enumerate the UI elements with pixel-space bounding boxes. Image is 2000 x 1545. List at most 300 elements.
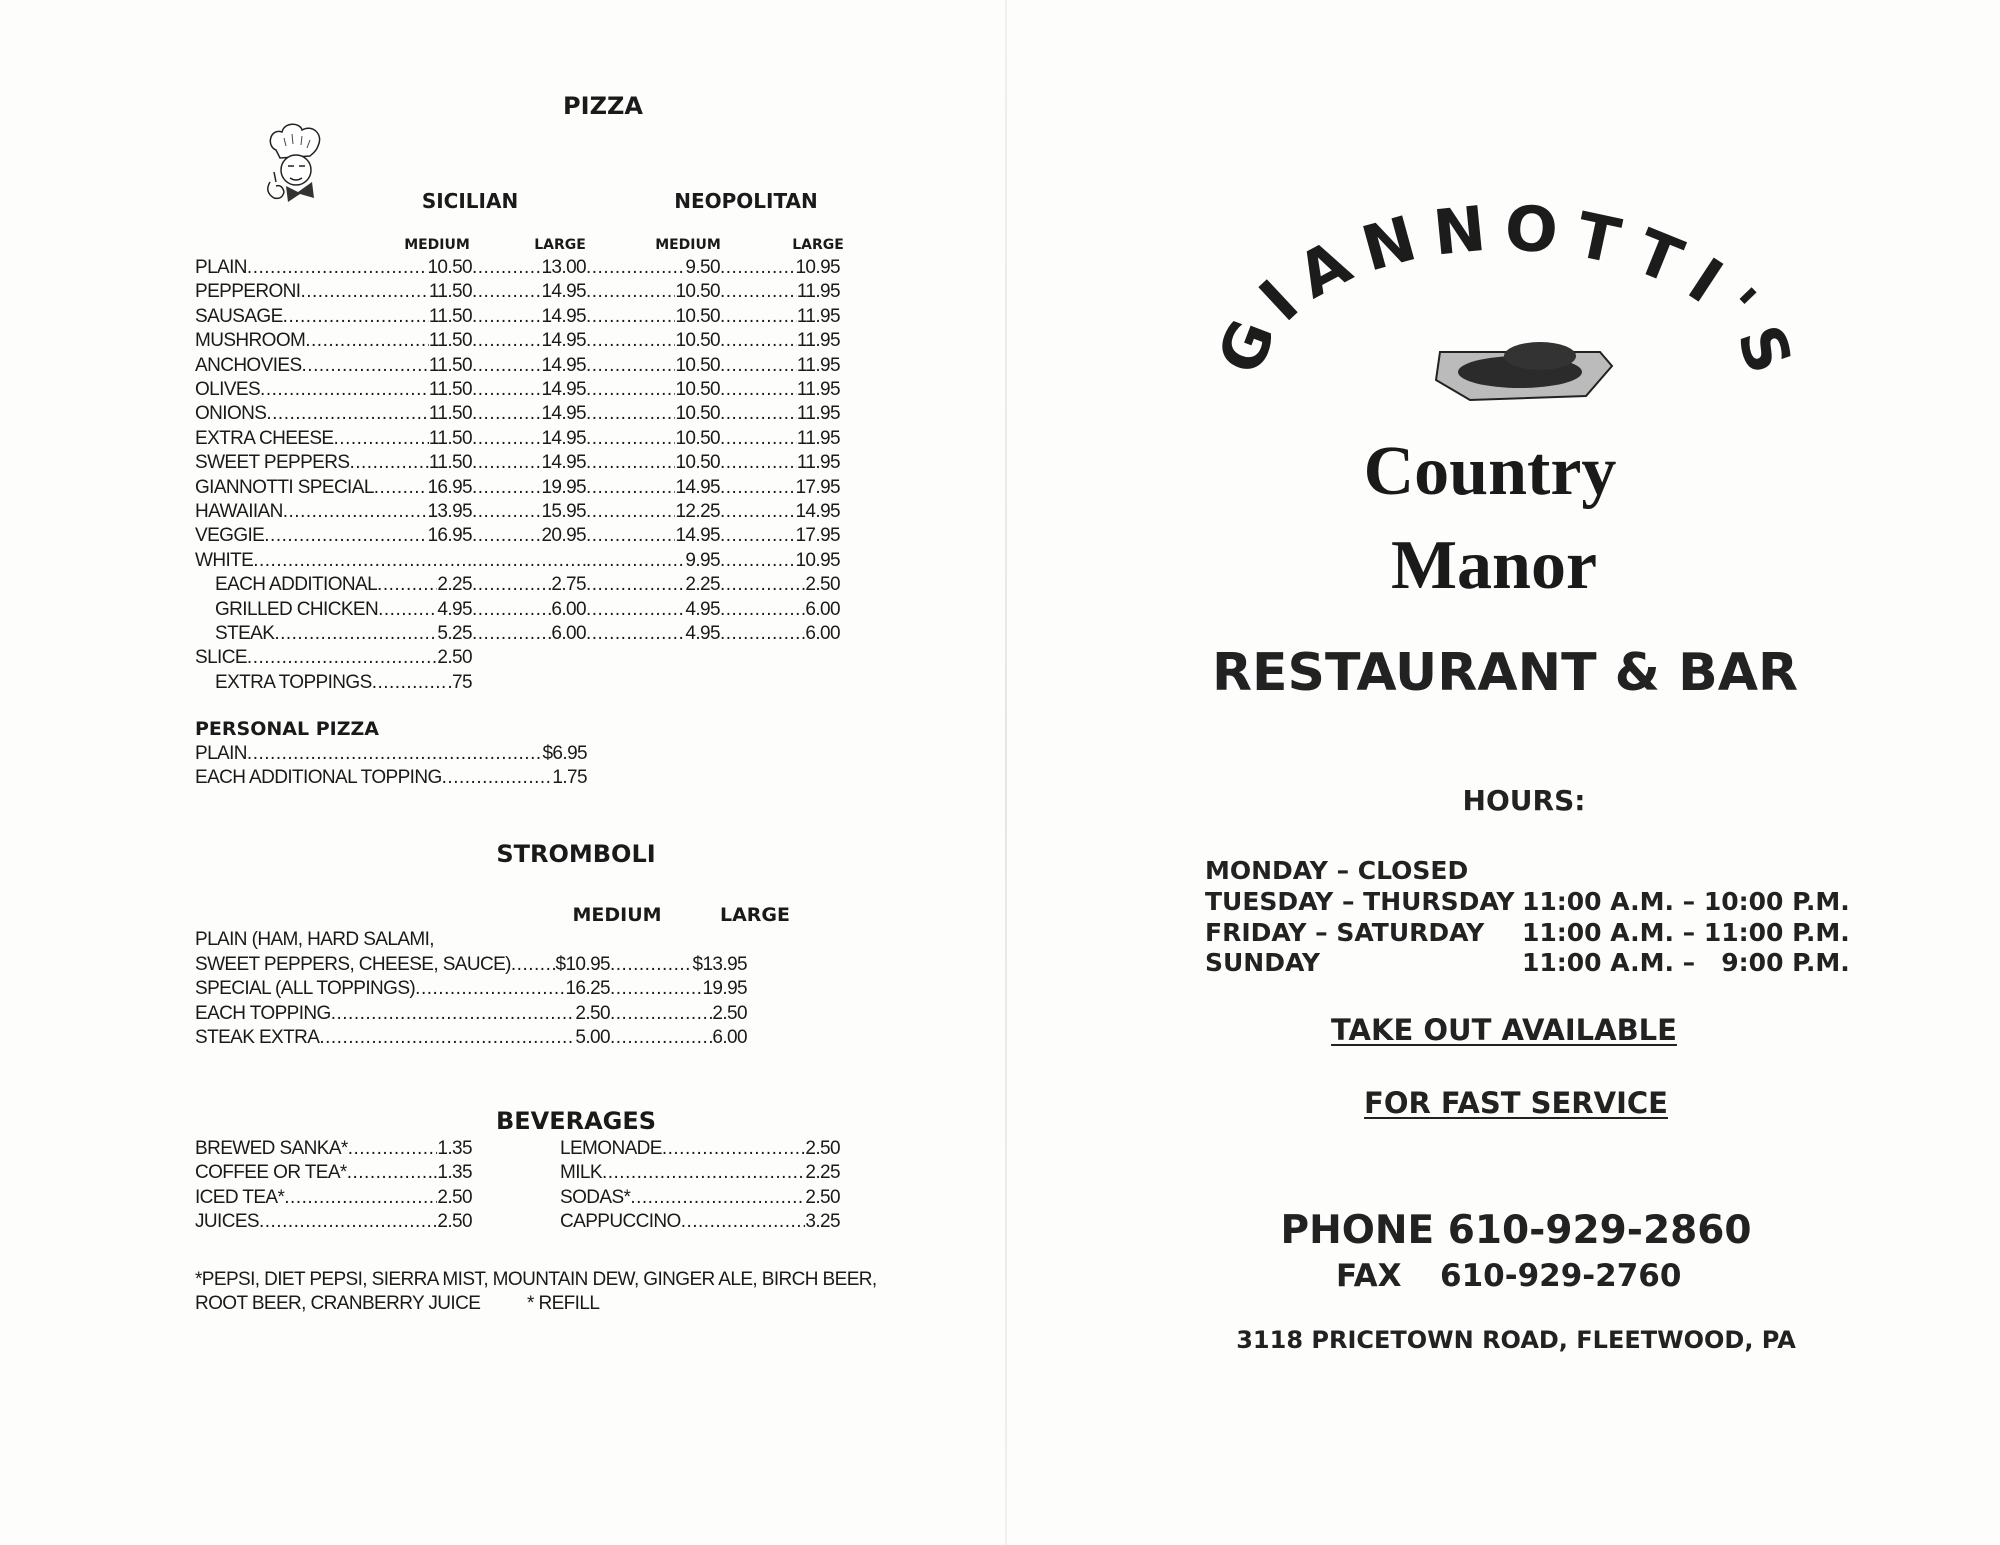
fax-number: 610-929-2760 — [1440, 1258, 1682, 1294]
hours-time: 11:00 A.M. – 11:00 P.M. — [1522, 917, 1850, 947]
item-price: 2.50 — [575, 1002, 610, 1024]
dot-leader — [472, 329, 541, 353]
price-row — [195, 977, 747, 1001]
price-segment — [586, 305, 720, 329]
size-header: MEDIUM — [404, 237, 470, 253]
item-price: 6.00 — [805, 598, 840, 620]
price-segment — [472, 256, 586, 280]
price-row — [195, 742, 587, 766]
item-price: .75 — [447, 671, 472, 693]
price-segment — [195, 1002, 610, 1026]
item-price: 14.95 — [541, 452, 586, 474]
price-segment — [195, 280, 472, 304]
price-segment — [560, 1210, 840, 1234]
price-segment — [720, 256, 840, 280]
dot-leader — [372, 671, 448, 695]
item-price: $6.95 — [542, 743, 587, 764]
price-segment — [195, 256, 472, 280]
price-segment — [720, 451, 840, 475]
dot-leader — [720, 280, 797, 304]
item-price: 10.50 — [675, 452, 720, 474]
dot-leader — [586, 329, 675, 353]
item-name: COFFEE OR TEA* — [195, 1162, 347, 1184]
price-row — [195, 427, 840, 451]
price-row — [195, 1026, 747, 1050]
item-name: SWEET PEPPERS — [195, 452, 350, 474]
item-price: 10.95 — [795, 549, 840, 571]
item-price: 10.50 — [675, 354, 720, 376]
dot-leader — [274, 622, 437, 646]
price-row — [195, 1137, 472, 1161]
dot-leader — [300, 280, 428, 304]
item-price: 14.95 — [541, 379, 586, 400]
dot-leader — [472, 500, 541, 524]
price-row — [195, 1002, 747, 1026]
dot-leader — [378, 598, 437, 622]
dot-leader — [586, 476, 675, 500]
price-segment — [610, 977, 747, 1001]
dot-leader — [260, 378, 429, 402]
price-segment — [586, 524, 720, 548]
price-segment — [195, 1161, 472, 1185]
item-price: 14.95 — [541, 330, 586, 352]
item-price: 2.75 — [551, 574, 586, 596]
price-row — [195, 671, 472, 695]
item-price: 10.50 — [675, 427, 720, 449]
item-price: 19.95 — [702, 978, 747, 1000]
item-price: 11.50 — [428, 403, 472, 425]
price-segment — [586, 402, 720, 426]
item-name: GRILLED CHICKEN — [215, 598, 379, 620]
item-price: 10.50 — [675, 305, 720, 327]
dot-leader — [586, 451, 675, 475]
dot-leader — [610, 977, 702, 1001]
dot-leader — [472, 305, 541, 329]
dot-leader — [247, 646, 437, 670]
dot-leader — [253, 549, 472, 573]
size-header: LARGE — [534, 237, 586, 253]
logo-country: Country — [1363, 433, 1617, 510]
item-price: 5.00 — [575, 1027, 610, 1049]
item-name: PLAIN — [195, 257, 247, 278]
dot-leader — [720, 402, 797, 426]
size-header: LARGE — [792, 237, 844, 253]
item-price: 11.95 — [796, 403, 840, 425]
price-segment — [720, 549, 840, 573]
price-segment — [720, 500, 840, 524]
price-segment — [560, 1137, 840, 1161]
dot-leader — [247, 256, 428, 280]
item-price: 20.95 — [541, 525, 586, 547]
dot-leader — [472, 524, 541, 548]
item-price: 14.95 — [795, 501, 840, 522]
item-name: OLIVES — [195, 379, 261, 400]
price-segment — [720, 427, 840, 451]
item-price: 11.95 — [796, 379, 840, 400]
item-price: $13.95 — [692, 954, 747, 975]
item-price: 11.95 — [796, 330, 840, 352]
dot-leader — [720, 451, 797, 475]
item-price: $10.95 — [555, 954, 610, 975]
price-segment — [472, 476, 586, 500]
dot-leader — [586, 549, 685, 573]
item-price: 11.50 — [428, 452, 472, 474]
price-segment — [610, 1002, 747, 1026]
size-header: LARGE — [719, 904, 791, 926]
dot-leader — [586, 524, 675, 548]
price-row — [195, 354, 840, 378]
item-name: GIANNOTTI SPECIAL — [195, 476, 374, 498]
hours-title: HOURS: — [1462, 784, 1586, 817]
item-name: SPECIAL (ALL TOPPINGS) — [195, 978, 416, 1000]
price-segment — [586, 427, 720, 451]
item-price: 14.95 — [541, 281, 586, 303]
dot-leader — [472, 280, 541, 304]
item-price: 13.00 — [541, 257, 586, 278]
beverages-title: BEVERAGES — [495, 1107, 657, 1135]
size-header: MEDIUM — [572, 904, 662, 926]
item-price: 1.75 — [552, 767, 587, 789]
item-price: 11.50 — [428, 330, 472, 352]
item-name: STEAK — [215, 623, 275, 644]
item-price: 13.95 — [427, 501, 472, 522]
price-segment — [195, 977, 610, 1001]
price-segment — [195, 622, 472, 646]
dot-leader — [720, 549, 795, 573]
dot-leader — [720, 329, 797, 353]
price-segment — [720, 598, 840, 622]
price-row — [195, 378, 840, 402]
item-price: 11.95 — [796, 305, 840, 327]
price-segment — [586, 549, 720, 573]
dot-leader — [720, 256, 795, 280]
dot-leader — [586, 500, 675, 524]
item-name: EACH ADDITIONAL TOPPING — [195, 767, 442, 789]
item-price: 2.50 — [437, 1211, 472, 1233]
item-price: 11.50 — [428, 354, 472, 376]
price-row — [195, 451, 840, 475]
item-price: 9.50 — [685, 257, 720, 278]
item-name: ONIONS — [195, 403, 267, 425]
price-row — [195, 766, 587, 790]
size-header: MEDIUM — [655, 237, 721, 253]
price-segment — [195, 573, 472, 597]
price-segment — [472, 500, 586, 524]
address: 3118 PRICETOWN ROAD, FLEETWOOD, PA — [1236, 1326, 1796, 1354]
price-segment — [720, 573, 840, 597]
dot-leader — [472, 549, 586, 573]
phone-label: PHONE — [1280, 1208, 1435, 1253]
dot-leader — [284, 1186, 437, 1210]
item-price: 11.95 — [796, 427, 840, 449]
price-segment — [472, 598, 586, 622]
price-segment — [472, 329, 586, 353]
dot-leader — [348, 1137, 438, 1161]
price-row — [195, 280, 840, 304]
soda-footnote-line2: ROOT BEER, CRANBERRY JUICE — [195, 1293, 481, 1314]
price-segment — [472, 427, 586, 451]
price-segment — [586, 451, 720, 475]
dot-leader — [720, 598, 805, 622]
item-price: 10.50 — [427, 257, 472, 278]
item-name: MILK — [560, 1162, 602, 1184]
hours-days: FRIDAY – SATURDAY — [1205, 917, 1485, 947]
item-price: 6.00 — [712, 1027, 747, 1049]
lobster-platter-icon — [1436, 342, 1612, 400]
price-segment — [720, 354, 840, 378]
dot-leader — [472, 451, 541, 475]
dot-leader — [472, 622, 551, 646]
refill-note: * REFILL — [527, 1293, 600, 1314]
dot-leader — [720, 378, 797, 402]
item-name: PLAIN — [195, 743, 247, 764]
dot-leader — [283, 305, 429, 329]
item-price: 16.25 — [565, 978, 610, 1000]
item-price: 11.95 — [796, 281, 840, 303]
stromboli-title: STROMBOLI — [496, 840, 656, 868]
dot-leader — [610, 1026, 712, 1050]
item-price: 16.95 — [427, 476, 472, 498]
dot-leader — [415, 977, 565, 1001]
price-row — [195, 476, 840, 500]
price-segment — [586, 280, 720, 304]
dot-leader — [681, 1210, 806, 1234]
price-segment — [195, 1186, 472, 1210]
price-segment — [195, 476, 472, 500]
item-name: LEMONADE — [560, 1138, 662, 1159]
item-price: 11.50 — [428, 427, 472, 449]
item-price: 2.50 — [437, 647, 472, 669]
item-price: 2.25 — [805, 1162, 840, 1184]
price-segment — [195, 524, 472, 548]
item-name: ICED TEA* — [195, 1186, 285, 1208]
price-segment — [195, 598, 472, 622]
dot-leader — [377, 573, 437, 597]
dot-leader — [586, 354, 675, 378]
dot-leader — [586, 622, 685, 646]
price-segment — [560, 1161, 840, 1185]
takeout-notice — [1331, 1013, 1677, 1047]
item-price: 10.50 — [675, 281, 720, 303]
item-price: 14.95 — [541, 354, 586, 376]
price-segment — [586, 598, 720, 622]
price-segment — [560, 1186, 840, 1210]
dot-leader — [472, 402, 541, 426]
dot-leader — [586, 280, 675, 304]
dot-leader — [334, 427, 429, 451]
item-price: 6.00 — [805, 623, 840, 644]
dot-leader — [264, 524, 427, 548]
item-price: .1.35 — [432, 1162, 472, 1184]
item-price: 1.35 — [437, 1138, 472, 1159]
hours-time: 11:00 A.M. – 9:00 P.M. — [1522, 948, 1850, 978]
dot-leader — [662, 1137, 806, 1161]
price-segment — [472, 451, 586, 475]
price-segment — [195, 1137, 472, 1161]
phone-line — [1281, 1208, 1752, 1253]
item-name: WHITE — [195, 549, 254, 571]
price-row — [195, 402, 840, 426]
item-price: 14.95 — [541, 305, 586, 327]
item-price: 6.00 — [551, 623, 586, 644]
item-name: EACH ADDITIONAL — [215, 574, 378, 596]
fast-service-notice — [1364, 1086, 1668, 1120]
sicilian-header: SICILIAN — [421, 189, 519, 213]
price-segment — [195, 451, 472, 475]
item-price: 19.95 — [541, 476, 586, 498]
dot-leader — [259, 1210, 437, 1234]
hours-days: MONDAY – CLOSED — [1205, 856, 1469, 885]
price-segment — [720, 329, 840, 353]
dot-leader — [472, 427, 541, 451]
dot-leader — [720, 500, 795, 524]
price-row — [195, 1210, 472, 1234]
price-segment — [720, 402, 840, 426]
item-price: 2.50 — [712, 1002, 747, 1024]
dot-leader — [610, 1002, 712, 1026]
price-segment — [586, 573, 720, 597]
dot-leader — [472, 354, 541, 378]
item-name: ANCHOVIES — [195, 354, 302, 376]
item-price: 2.50 — [805, 1138, 840, 1159]
dot-leader — [720, 622, 805, 646]
dot-leader — [331, 1002, 576, 1026]
dot-leader — [586, 573, 685, 597]
item-price: 12.25 — [675, 501, 720, 522]
dot-leader — [442, 766, 553, 790]
dot-leader — [247, 742, 543, 766]
price-segment — [195, 402, 472, 426]
item-price: 2.25 — [437, 574, 472, 596]
price-segment — [472, 354, 586, 378]
pizza-title: PIZZA — [563, 92, 643, 120]
item-price: 14.95 — [541, 403, 586, 425]
item-name: EXTRA CHEESE — [195, 427, 334, 449]
item-price: 10.50 — [675, 403, 720, 425]
personal-pizza-title: PERSONAL PIZZA — [195, 718, 379, 740]
restaurant-subtitle: RESTAURANT & BAR — [1211, 643, 1799, 703]
price-segment — [195, 766, 587, 790]
dot-leader — [720, 573, 805, 597]
item-price: 10.95 — [795, 257, 840, 278]
item-price: 11.50 — [428, 305, 472, 327]
item-name: SAUSAGE — [195, 305, 283, 327]
item-name: CAPPUCCINO — [560, 1211, 681, 1233]
dot-leader — [472, 573, 551, 597]
item-name: SODAS* — [560, 1186, 631, 1208]
price-segment — [472, 573, 586, 597]
item-name: VEGGIE — [195, 525, 265, 547]
item-price: 14.95 — [541, 427, 586, 449]
dot-leader — [602, 1161, 805, 1185]
price-segment — [195, 1026, 610, 1050]
item-price: 2.50 — [805, 1186, 840, 1208]
dot-leader — [472, 598, 551, 622]
logo-manor: Manor — [1390, 527, 1598, 604]
price-row — [560, 1137, 840, 1161]
item-price: 2.50 — [437, 1186, 472, 1208]
price-row — [560, 1161, 840, 1185]
price-segment — [195, 305, 472, 329]
phone-number: 610-929-2860 — [1447, 1208, 1752, 1253]
price-row — [195, 573, 840, 597]
dot-leader — [720, 305, 797, 329]
price-segment — [195, 953, 610, 977]
item-name: SWEET PEPPERS, CHEESE, SAUCE) — [195, 954, 511, 975]
item-price: 14.95 — [675, 476, 720, 498]
dot-leader — [720, 524, 795, 548]
dot-leader — [472, 256, 541, 280]
price-segment — [195, 427, 472, 451]
item-price: 17.95 — [795, 525, 840, 547]
item-name: PEPPERONI — [195, 281, 301, 303]
price-segment — [586, 354, 720, 378]
dot-leader — [374, 476, 428, 500]
price-segment — [472, 305, 586, 329]
dot-leader — [586, 402, 675, 426]
price-segment — [720, 476, 840, 500]
price-row — [560, 1186, 840, 1210]
item-price: 9.95 — [685, 549, 720, 571]
chef-icon — [262, 120, 332, 206]
price-segment — [610, 953, 747, 977]
dot-leader — [586, 598, 685, 622]
price-segment — [720, 524, 840, 548]
price-segment — [195, 671, 472, 695]
item-name: MUSHROOM — [195, 330, 306, 352]
price-segment — [586, 329, 720, 353]
item-name: HAWAIIAN — [195, 501, 283, 522]
price-segment — [472, 280, 586, 304]
price-segment — [195, 500, 472, 524]
item-price: 2.25 — [685, 574, 720, 596]
price-segment — [195, 378, 472, 402]
price-row — [195, 953, 747, 977]
price-segment — [586, 378, 720, 402]
price-segment — [195, 742, 587, 766]
dot-leader — [586, 427, 675, 451]
dot-leader — [720, 354, 797, 378]
dot-leader — [586, 378, 675, 402]
dot-leader — [283, 500, 428, 524]
price-segment — [586, 500, 720, 524]
dot-leader — [472, 476, 541, 500]
dot-leader — [630, 1186, 805, 1210]
price-segment — [586, 256, 720, 280]
price-row — [195, 524, 840, 548]
dot-leader — [305, 329, 429, 353]
stromboli-plain-line: PLAIN (HAM, HARD SALAMI, — [195, 929, 434, 950]
item-price: 10.50 — [675, 330, 720, 352]
dot-leader — [586, 256, 685, 280]
price-segment — [472, 378, 586, 402]
price-segment — [720, 622, 840, 646]
item-price: 17.95 — [795, 476, 840, 498]
price-segment — [472, 549, 586, 573]
price-row — [195, 500, 840, 524]
hours-time: 11:00 A.M. – 10:00 P.M. — [1522, 886, 1850, 916]
dot-leader — [302, 354, 429, 378]
price-segment — [472, 524, 586, 548]
price-segment — [720, 280, 840, 304]
price-segment — [586, 622, 720, 646]
item-name: SLICE — [195, 647, 247, 669]
price-segment — [195, 329, 472, 353]
price-row — [195, 646, 472, 670]
price-segment — [195, 646, 472, 670]
item-price: 5.25 — [437, 623, 472, 644]
price-segment — [586, 476, 720, 500]
